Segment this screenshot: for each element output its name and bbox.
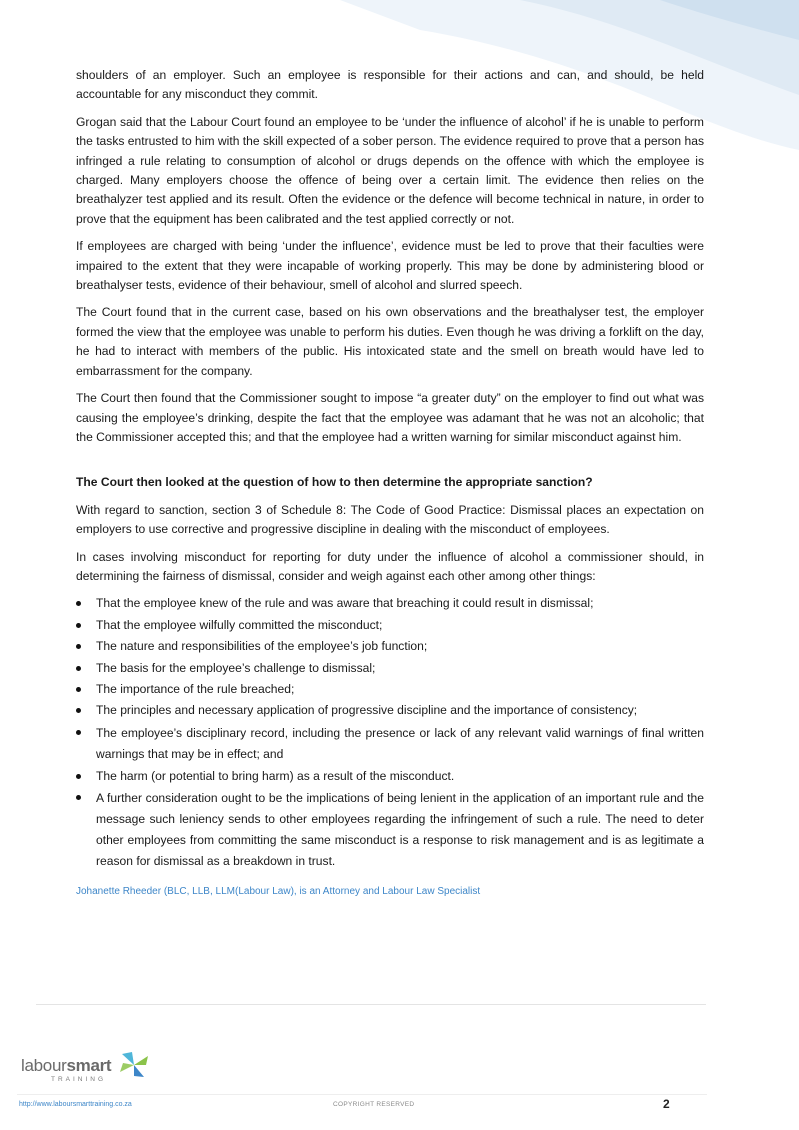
body-paragraph: Grogan said that the Labour Court found an employee to be ‘under the influence of alcohol’ if he is unable to perform the tasks entrusted to him with the skill expected of a sober person. The evidence required to prove that a person has infringed a rule relating to consumption of alcohol or drugs depends on the offence with which the employee is charged. Many employers choose the offence of being over a certain limit. The evidence then relies on the breathalyzer test applied and its result. Often the evidence or the defence will become technical in nature, in order to prove that the equipment has been calibrated and the test applied correctly or not. (76, 114, 704, 226)
author-note: Johanette Rheeder (BLC, LLB, LLM(Labour Law), is an Attorney and Labour Law Specialist (76, 886, 481, 898)
footer-divider (17, 1094, 707, 1095)
list-item (76, 701, 704, 720)
list-item-text: A further consideration ought to be the implications of being lenient in the application of an important rule and the message such leniency sends to other employees regarding the infringement of such a rule. The need to deter other employees from committing the same misconduct is a response to risk management and is as legitimate a reason for dismissal as a breakdown in trust. (96, 791, 704, 869)
body-paragraph: The Court found that in the current case, based on his own observations and the breathalyser test, the employer formed the view that the employee was unable to perform his duties. Even though he was driving a forklift on the day, he had to interact with members of the public. His intoxicated state and the smell on breath would have led to embarrassment for the company. (76, 305, 704, 378)
list-item (76, 594, 704, 613)
bullet-icon (76, 687, 81, 692)
bullet-icon (76, 730, 81, 735)
factors-list (76, 594, 704, 872)
website-link[interactable]: http://www.laboursmarttraining.co.za (19, 1101, 132, 1108)
list-item (76, 680, 704, 699)
list-item (76, 723, 704, 765)
logo-subtitle: TRAINING (51, 1076, 107, 1083)
list-item-text: The harm (or potential to bring harm) as a result of the misconduct. (96, 768, 455, 783)
company-logo (21, 1050, 161, 1086)
list-item-text: The basis for the employee’s challenge to dismissal; (96, 660, 376, 675)
content-divider (36, 1004, 706, 1005)
body-paragraph: The Court then found that the Commissioner sought to impose “a greater duty” on the employer to find out what was causing the employee’s drinking, despite the fact that the employee was adamant that he was not an alcoholic; that the Commissioner accepted this; and that the employee had a written warning for similar misconduct against him. (76, 391, 704, 444)
list-item (76, 767, 704, 786)
bullet-icon (76, 795, 81, 800)
bullet-icon (76, 601, 81, 606)
bullet-icon (76, 623, 81, 628)
list-item-text: The employee’s disciplinary record, including the presence or lack of any relevant valid warnings of final written warnings that may be in effect; and (96, 725, 704, 761)
document-body (76, 66, 704, 902)
list-item-text: The principles and necessary application of progressive discipline and the importance of consistency; (96, 703, 638, 718)
body-paragraph: shoulders of an employer. Such an employee is responsible for their actions and can, and should, be held accountable for any misconduct they commit. (76, 68, 704, 102)
bullet-icon (76, 666, 81, 671)
list-item (76, 616, 704, 635)
list-item (76, 788, 704, 872)
body-paragraph: In cases involving misconduct for reporting for duty under the influence of alcohol a commissioner should, in determining the fairness of dismissal, consider and weigh against each other among other things: (76, 549, 704, 583)
list-item-text: The importance of the rule breached; (96, 681, 295, 696)
list-item-text: The nature and responsibilities of the employee’s job function; (96, 639, 428, 654)
bullet-icon (76, 644, 81, 649)
page-number: 2 (663, 1097, 670, 1111)
copyright-text: COPYRIGHT RESERVED (333, 1101, 415, 1108)
list-item-text: That the employee knew of the rule and was aware that breaching it could result in dismissal; (96, 596, 594, 611)
list-item-text: That the employee wilfully committed the misconduct; (96, 617, 383, 632)
body-paragraph: If employees are charged with being ‘under the influence’, evidence must be led to prove that their faculties were impaired to the extent that they were incapable of working properly. This may be done by administering blood or breathalyser tests, evidence of their behaviour, smell of alcohol and slurred speech. (76, 239, 704, 293)
list-item (76, 659, 704, 678)
bullet-icon (76, 708, 81, 713)
section-heading: The Court then looked at the question of how to then determine the appropriate sanction? (76, 475, 593, 490)
logo-wordmark: laboursmart (21, 1056, 112, 1075)
list-item (76, 637, 704, 656)
body-paragraph: With regard to sanction, section 3 of Schedule 8: The Code of Good Practice: Dismissal places an expectation on employers to use corrective and progressive discipline in dealing with the misconduct of employees. (76, 502, 704, 537)
bullet-icon (76, 774, 81, 779)
logo-pinwheel-icon (116, 1050, 152, 1080)
